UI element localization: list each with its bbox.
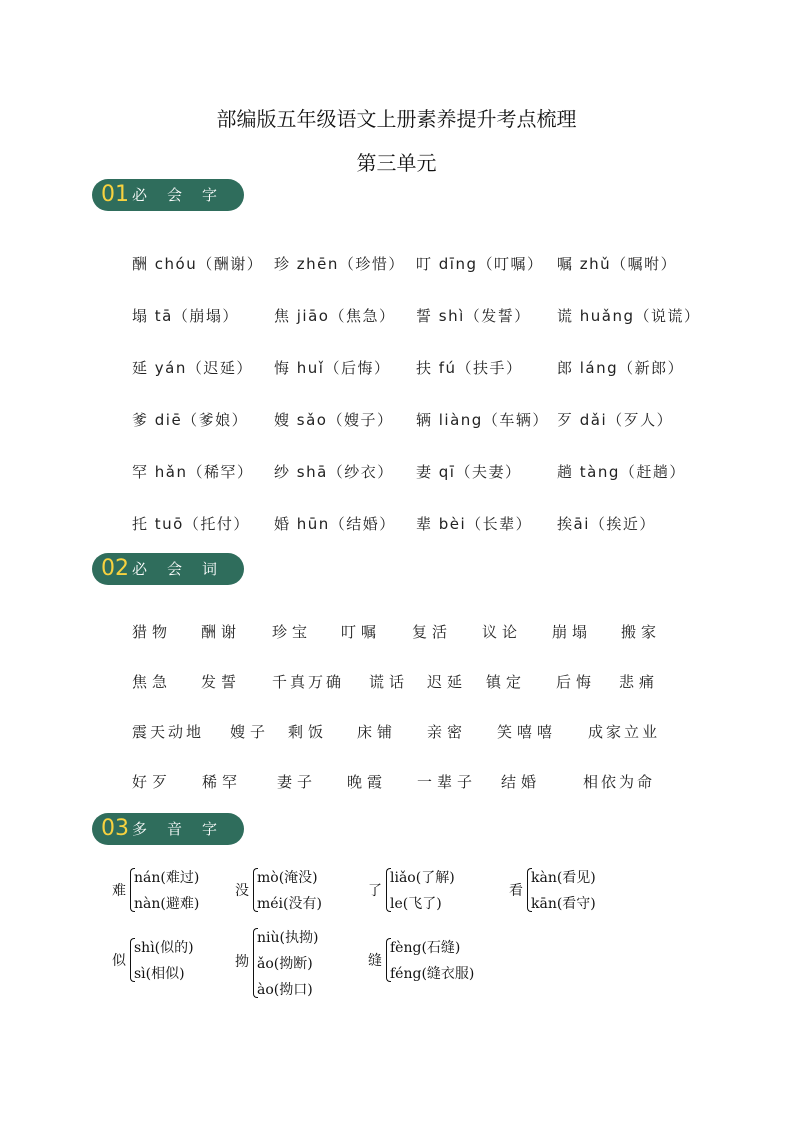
- char-item: 悔 huǐ（后悔）: [274, 359, 391, 377]
- polyphone-char: 似: [112, 953, 126, 969]
- word-item: 成家立业: [588, 723, 661, 741]
- section-number: 03: [101, 816, 129, 841]
- char-item: 叮 dīng（叮嘱）: [416, 255, 544, 273]
- polyphone-reading: niù(执拗): [257, 930, 319, 946]
- polyphone-char: 没: [235, 883, 249, 899]
- word-item: 稀罕: [202, 773, 243, 791]
- char-item: 珍 zhēn（珍惜）: [274, 255, 405, 273]
- polyphone-reading: ǎo(拗断): [257, 956, 313, 972]
- section-banner-polyphones: [92, 813, 244, 845]
- word-item: 猎物: [132, 623, 173, 641]
- word-item: 谎话: [369, 673, 410, 691]
- char-item: 纱 shā（纱衣）: [274, 463, 394, 481]
- polyphone-char: 看: [509, 883, 523, 899]
- polyphone-reading: fèng(石缝): [390, 940, 461, 956]
- section-banner-words: [92, 553, 244, 585]
- char-item: 挨āi（挨近）: [557, 515, 656, 533]
- polyphone-reading: shì(似的): [134, 940, 194, 956]
- word-item: 妻子: [277, 773, 318, 791]
- polyphone-char: 了: [368, 883, 382, 899]
- polyphone-reading: kān(看守): [531, 896, 596, 912]
- word-item: 床铺: [357, 723, 398, 741]
- polyphone-reading: nàn(避难): [134, 896, 200, 912]
- char-item: 焦 jiāo（焦急）: [274, 307, 396, 325]
- polyphone-reading: liǎo(了解): [390, 870, 455, 886]
- polyphone-reading: mò(淹没): [257, 870, 318, 886]
- polyphone-reading: méi(没有): [257, 896, 322, 912]
- char-item: 扶 fú（扶手）: [416, 359, 523, 377]
- word-item: 镇定: [486, 673, 527, 691]
- section-label: 多音字: [132, 820, 238, 838]
- polyphone-char: 缝: [368, 953, 382, 969]
- word-item: 好歹: [132, 773, 173, 791]
- char-item: 趟 tàng（赶趟）: [557, 463, 686, 481]
- word-item: 酬谢: [201, 623, 242, 641]
- word-item: 一辈子: [417, 773, 478, 791]
- char-item: 嘱 zhǔ（嘱咐）: [557, 255, 678, 273]
- word-item: 嫂子: [230, 723, 271, 741]
- char-item: 塌 tā（崩塌）: [132, 307, 239, 325]
- polyphone-char: 拗: [235, 954, 249, 970]
- word-item: 焦急: [132, 673, 173, 691]
- section-label: 必会词: [132, 560, 238, 578]
- char-item: 歹 dǎi（歹人）: [557, 411, 674, 429]
- polyphone-group: [509, 865, 629, 915]
- word-item: 崩塌: [552, 623, 593, 641]
- polyphone-group: [368, 865, 488, 915]
- word-item: 议论: [482, 623, 523, 641]
- char-item: 爹 diē（爹娘）: [132, 411, 249, 429]
- char-item: 婚 hūn（结婚）: [274, 515, 396, 533]
- polyphone-reading: ào(拗口): [257, 982, 313, 998]
- char-item: 延 yán（迟延）: [132, 359, 253, 377]
- char-item: 嫂 sǎo（嫂子）: [274, 411, 394, 429]
- word-item: 千真万确: [272, 673, 345, 691]
- word-item: 笑嘻嘻: [497, 723, 558, 741]
- section-number: 02: [101, 556, 129, 581]
- word-item: 晚霞: [347, 773, 388, 791]
- word-item: 复活: [412, 623, 453, 641]
- char-item: 酬 chóu（酬谢）: [132, 255, 264, 273]
- polyphone-char: 难: [112, 883, 126, 899]
- polyphone-group: [368, 935, 498, 985]
- word-item: 悲痛: [619, 673, 660, 691]
- word-item: 后悔: [556, 673, 597, 691]
- section-number: 01: [101, 182, 129, 207]
- polyphone-reading: kàn(看见): [531, 870, 596, 886]
- word-item: 发誓: [201, 673, 242, 691]
- polyphone-group: [235, 925, 355, 1001]
- polyphone-reading: féng(缝衣服): [390, 966, 475, 982]
- word-item: 结婚: [501, 773, 542, 791]
- polyphone-group: [235, 865, 355, 915]
- char-item: 誓 shì（发誓）: [416, 307, 531, 325]
- section-label: 必会字: [132, 186, 238, 204]
- word-item: 亲密: [427, 723, 468, 741]
- polyphone-group: [112, 865, 232, 915]
- char-item: 辈 bèi（长辈）: [416, 515, 533, 533]
- word-item: 迟延: [427, 673, 468, 691]
- word-item: 搬家: [621, 623, 662, 641]
- word-item: 叮嘱: [341, 623, 382, 641]
- polyphone-reading: nán(难过): [134, 870, 200, 886]
- section-banner-chars: [92, 179, 244, 211]
- unit-subtitle: 第三单元: [356, 151, 437, 175]
- char-item: 罕 hǎn（稀罕）: [132, 463, 254, 481]
- polyphone-reading: le(飞了): [390, 896, 442, 912]
- word-item: 震天动地: [132, 723, 205, 741]
- char-item: 托 tuō（托付）: [132, 515, 250, 533]
- word-item: 相依为命: [583, 773, 656, 791]
- char-item: 谎 huǎng（说谎）: [557, 307, 701, 325]
- char-item: 辆 liàng（车辆）: [416, 411, 549, 429]
- polyphone-group: [112, 935, 232, 985]
- char-item: 郎 láng（新郎）: [557, 359, 685, 377]
- page-title: 部编版五年级语文上册素养提升考点梳理: [216, 107, 577, 131]
- word-item: 剩饭: [288, 723, 329, 741]
- char-item: 妻 qī（夫妻）: [416, 463, 522, 481]
- polyphone-reading: sì(相似): [134, 966, 185, 982]
- word-item: 珍宝: [272, 623, 313, 641]
